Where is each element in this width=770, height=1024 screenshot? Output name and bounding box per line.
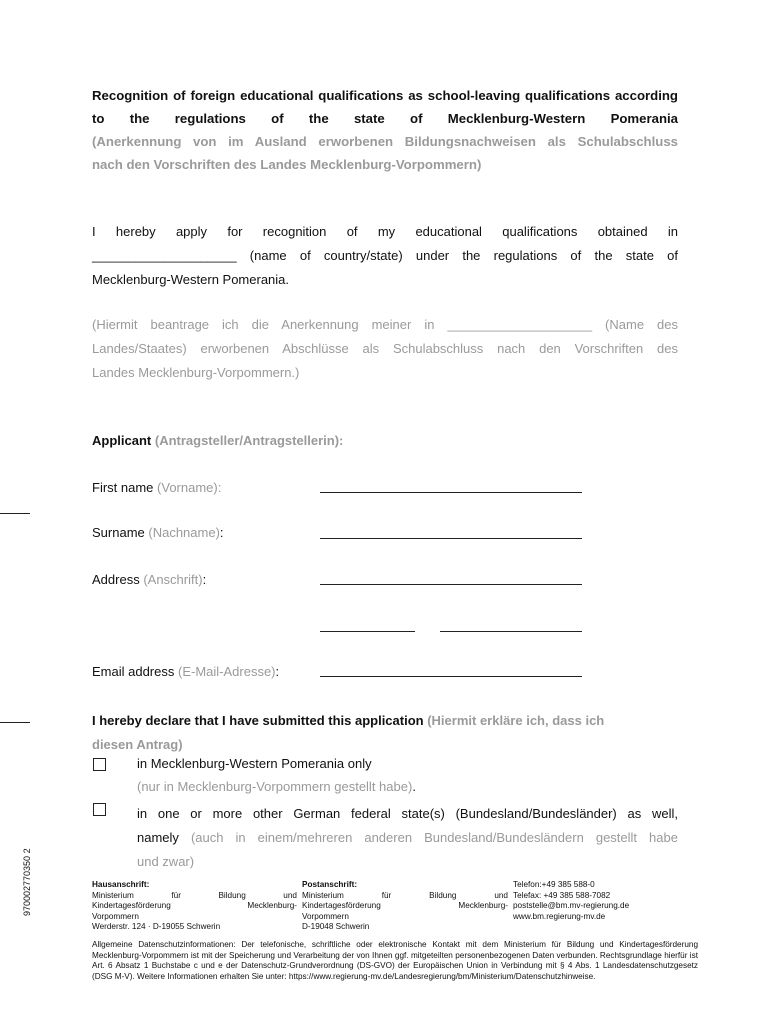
- application-de-line1: (Hiermit beantrage ich die Anerkennung meiner in ____________________ (Name des: [92, 317, 678, 332]
- first-name-field[interactable]: [320, 492, 582, 493]
- phone: Telefon:+49 385 588-0: [513, 880, 595, 889]
- only-mv-checkbox[interactable]: [93, 758, 106, 771]
- document-title-german: [92, 130, 678, 176]
- address-field-line1[interactable]: [320, 584, 582, 585]
- margin-punch-mark: [0, 722, 30, 723]
- house-address: Hausanschrift: Ministerium für Bildung und Kindertagesförderung Mecklenburg- Vorpommern Werderstr. 124 · D-19055 Schwerin: [92, 880, 297, 931]
- declaration-heading: I hereby declare that I have submitted this application (Hiermit erkläre ich, dass ich diesen Antrag): [92, 713, 605, 752]
- email-link[interactable]: poststelle@bm.mv-regierung.de: [513, 901, 630, 910]
- option-only-mv-german: (nur in Mecklenburg-Vorpommern gestellt habe).: [137, 779, 416, 794]
- option-only-mv: in Mecklenburg-Western Pomerania only: [137, 756, 372, 771]
- application-de-line3: Landes Mecklenburg-Vorpommern.): [92, 365, 300, 380]
- title-en-line2: according to the regulations of the state of Mecklenburg-Western Pomerania: [92, 88, 678, 126]
- email-label: Email address (E-Mail-Adresse):: [92, 664, 280, 679]
- postcode-field[interactable]: [320, 631, 415, 632]
- application-paragraph: [92, 220, 678, 292]
- title-en-line1: Recognition of foreign educational qualifications as school-leaving qualifications: [92, 88, 611, 103]
- application-de-line2: Landes/Staates) erworbenen Abschlüsse als Schulabschluss nach den Vorschriften des: [92, 341, 678, 356]
- postal-address: Postanschrift: Ministerium für Bildung und Kindertagesförderung Mecklenburg- Vorpommern D-19048 Schwerin: [302, 880, 508, 931]
- document-title: [92, 84, 678, 130]
- fax: Telefax: +49 385 588-7082: [513, 890, 611, 900]
- document-code: 970002770350 2: [22, 848, 32, 916]
- title-de-line2: nach den Vorschriften des Landes Mecklenburg-Vorpommern): [92, 157, 482, 172]
- application-en-line1: I hereby apply for recognition of my educational qualifications obtained in: [92, 224, 678, 239]
- application-paragraph-german: [92, 313, 678, 385]
- first-name-label: First name (Vorname):: [92, 480, 222, 495]
- privacy-notice: Allgemeine Datenschutzinformationen: Der telefonische, schriftliche oder elektronische Kontakt mit dem Ministerium für Bildung und Kindertagesförderung Mecklenburg-Vorpommern ist mit der Speicherung und Verarbeitung der von Ihnen ggf. mitgeteilten personenbezogenen Daten verbunden. Rechtsgrundlage hierfür ist Art. 6 Absatz 1 Buchstabe c und e der Datenschutz-Grundverordnung (DS-GVO) der Europäischen Union in Verbindung mit § 4 Abs. 1 Landesdatenschutzgesetz (DSG M-V). Weitere Informationen erhalten Sie unter: https://www.regierung-mv.de/Landesregierung/bm/Ministerium/Datenschutzhinweise.: [92, 940, 698, 981]
- title-de-line1: (Anerkennung von im Ausland erworbenen Bildungsnachweisen als Schulabschluss: [92, 134, 678, 149]
- application-en-line2: ____________________ (name of country/state) under the regulations of the state of: [92, 248, 678, 263]
- contact-info: [513, 880, 693, 922]
- margin-fold-mark: [0, 513, 30, 514]
- email-field[interactable]: [320, 676, 582, 677]
- city-field[interactable]: [440, 631, 582, 632]
- surname-label: Surname (Nachname):: [92, 525, 224, 540]
- application-en-line3: Mecklenburg-Western Pomerania.: [92, 272, 290, 287]
- address-label: Address (Anschrift):: [92, 572, 207, 587]
- website-link[interactable]: www.bm.regierung-mv.de: [513, 911, 606, 921]
- option-other-states: in one or more other German federal state(s) (Bundesland/Bundesländer) as well, namely (auch in einem/mehreren anderen Bundesland/Bundesländern gestellt habe und zwar): [137, 806, 678, 869]
- other-states-checkbox[interactable]: [93, 803, 106, 816]
- surname-field[interactable]: [320, 538, 582, 539]
- applicant-heading: Applicant (Antragsteller/Antragstellerin):: [92, 433, 344, 448]
